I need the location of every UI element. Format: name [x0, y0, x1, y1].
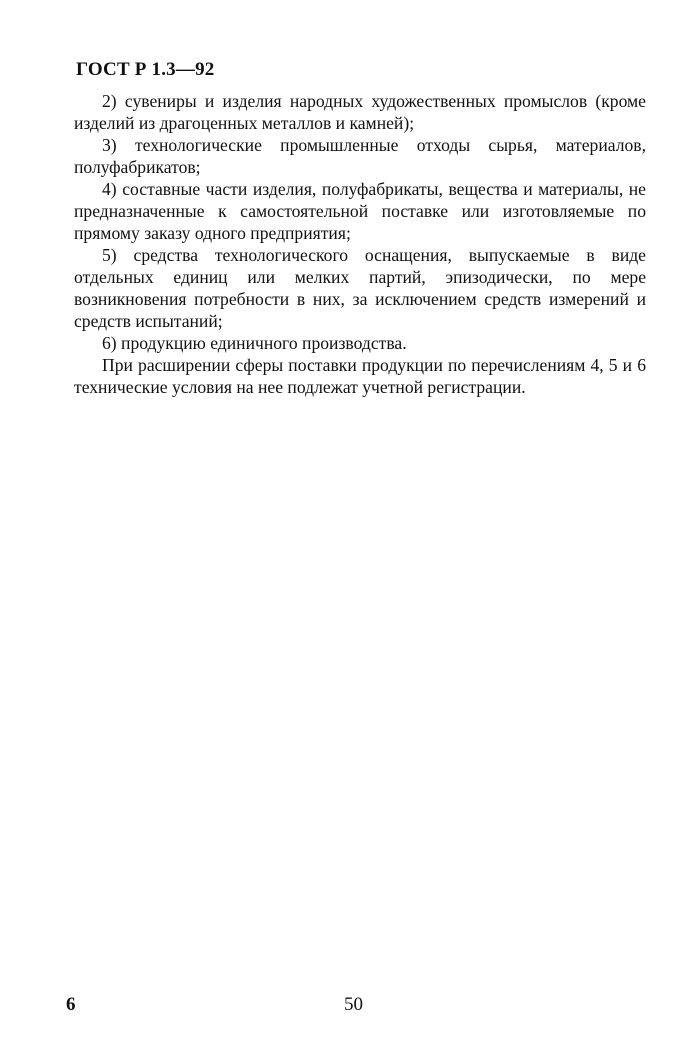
corner-number: 6	[66, 994, 76, 1015]
page-number: 50	[344, 994, 363, 1015]
document-body	[74, 90, 646, 398]
document-header: ГОСТ Р 1.3—92	[76, 59, 215, 80]
paragraph-item-4: 4) составные части изделия, полуфабрикаты, вещества и материалы, не предназначенные к самостоятельной поставке или изготовляемые по прямому заказу одного предприятия;	[74, 179, 646, 243]
paragraph-item-3: 3) технологические промышленные отходы сырья, материалов, полуфабрикатов;	[74, 135, 646, 177]
paragraph-item-6: 6) продукцию единичного производства.	[102, 333, 407, 353]
paragraph-item-2: 2) сувениры и изделия народных художественных промыслов (кроме изделий из драгоценных металлов и камней);	[74, 91, 646, 133]
paragraph-registration-note: При расширении сферы поставки продукции по перечислениям 4, 5 и 6 технические условия на нее подлежат учетной регистрации.	[74, 355, 646, 397]
paragraph-item-5: 5) средства технологического оснащения, выпускаемые в виде отдельных единиц или мелких партий, эпизодически, по мере возникновения потребности в них, за исключением средств измерений и средств испытаний;	[74, 245, 646, 331]
